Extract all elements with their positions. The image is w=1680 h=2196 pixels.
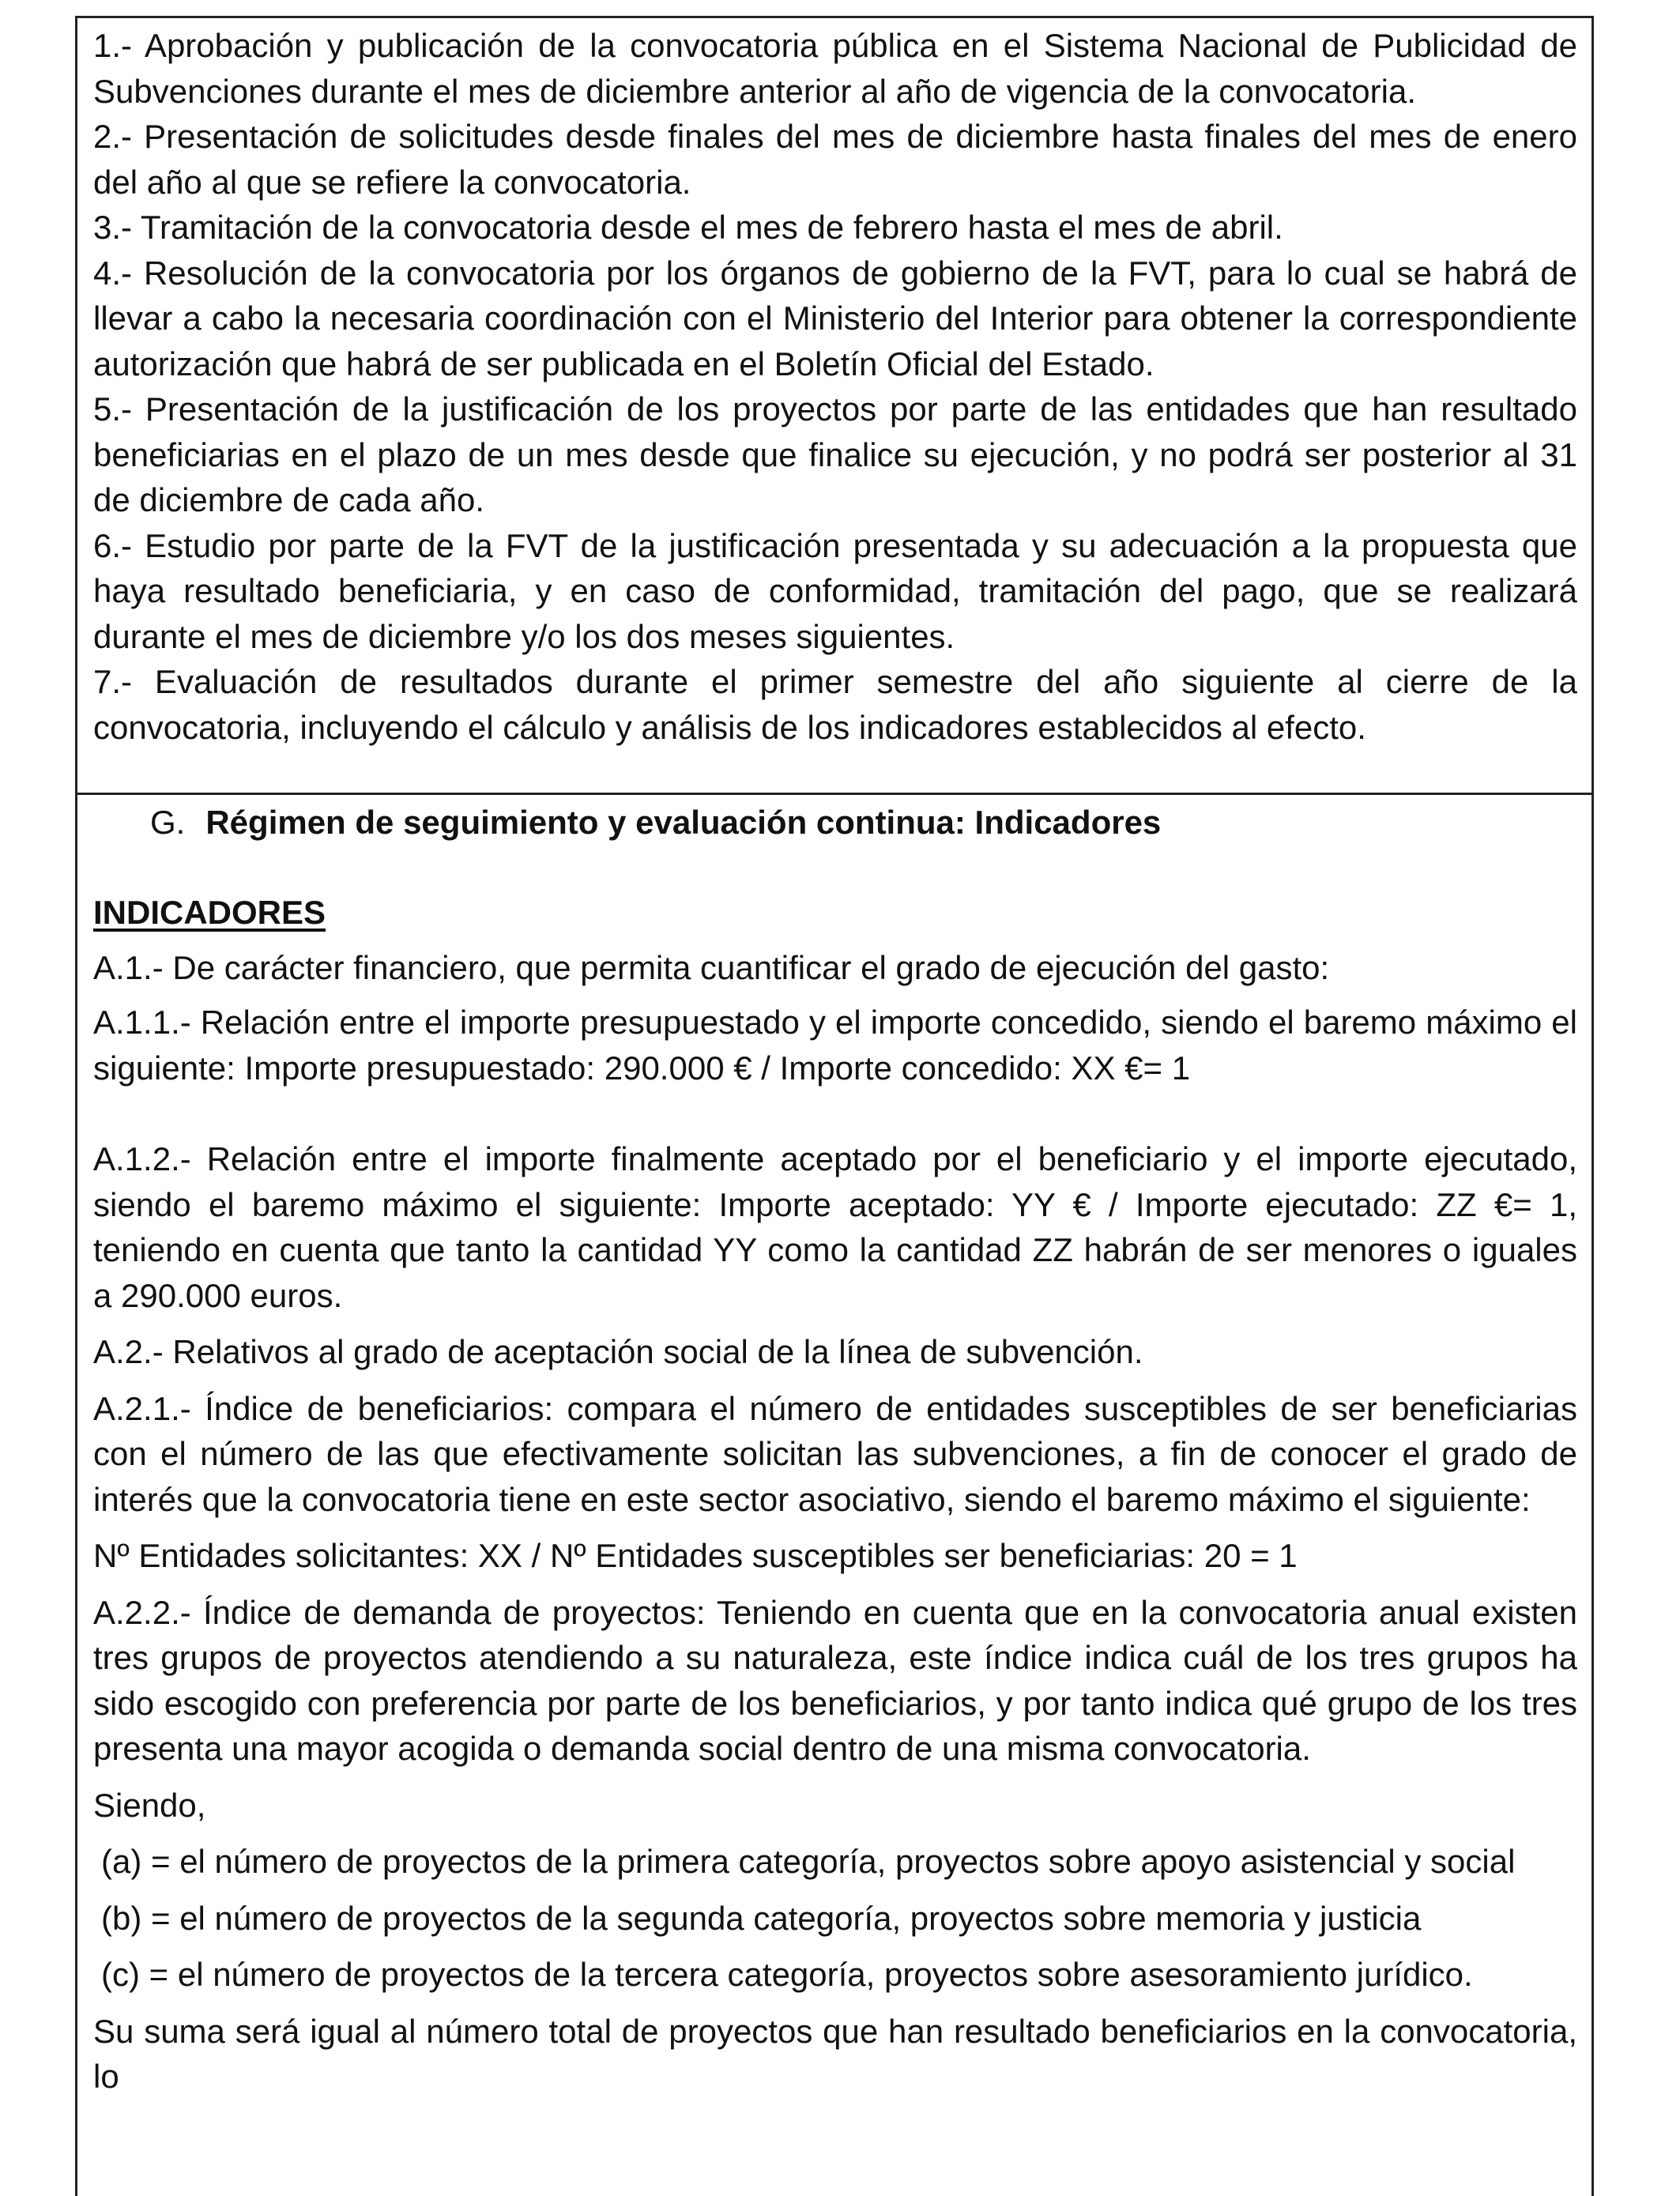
section-heading [93,800,1577,845]
indicator-a22: A.2.2.- Índice de demanda de proyectos: Teniendo en cuenta que en la convocatoria anual existen tres grupos de proyectos atendiendo a su naturaleza, este índice indica cuál de los tres grupos ha sido escogido con preferencia por parte de los beneficiarios, y por tanto indica qué grupo de los tres presenta una mayor acogida o demanda social dentro de una misma convocatoria. [93,1593,1577,1767]
step-2: 2.- Presentación de solicitudes desde finales del mes de diciembre hasta finales del mes de enero del año al que se refiere la convocatoria. [93,118,1577,201]
list-item-c: (c) = el número de proyectos de la tercera categoría, proyectos sobre asesoramiento jurídico. [101,1956,1473,1993]
table-cell-procedure-steps [77,18,1591,795]
step-1: 1.- Aprobación y publicación de la convocatoria pública en el Sistema Nacional de Publicidad de Subvenciones durante el mes de diciembre anterior al año de vigencia de la convocatoria. [93,27,1577,110]
section-letter: G. [150,804,186,841]
table-cell-indicators [77,795,1591,2196]
beneficiaries-formula: Nº Entidades solicitantes: XX / Nº Entidades susceptibles ser beneficiarias: 20 = 1 [93,1537,1298,1574]
indicadores-heading: INDICADORES [93,894,326,931]
indicator-a11: A.1.1.- Relación entre el importe presupuestado y el importe concedido, siendo el baremo máximo el siguiente: Importe presupuestado: 290.000 € / Importe concedido: XX €= 1 [93,1004,1577,1087]
closing-text: Su suma será igual al número total de proyectos que han resultado beneficiarios en la convocatoria, lo [93,2012,1577,2095]
list-item-b: (b) = el número de proyectos de la segunda categoría, proyectos sobre memoria y justicia [101,1899,1422,1937]
siendo-text: Siendo, [93,1786,206,1824]
step-5: 5.- Presentación de la justificación de los proyectos por parte de las entidades que han resultado beneficiarias en el plazo de un mes desde que finalice su ejecución, y no podrá ser posterior al 31 de diciembre de cada año. [93,390,1577,518]
step-7: 7.- Evaluación de resultados durante el primer semestre del año siguiente al cierre de la convocatoria, incluyendo el cálculo y análisis de los indicadores establecidos al efecto. [93,663,1577,746]
step-6: 6.- Estudio por parte de la FVT de la justificación presentada y su adecuación a la propuesta que haya resultado beneficiaria, y en caso de conformidad, tramitación del pago, que se realizará durante el mes de diciembre y/o los dos meses siguientes. [93,526,1577,655]
indicator-a12: A.1.2.- Relación entre el importe finalmente aceptado por el beneficiario y el importe ejecutado, siendo el baremo máximo el siguiente: Importe aceptado: YY € / Importe ejecutado: ZZ €= 1, teniendo en cuenta que tanto la cantidad YY como la cantidad ZZ habrán de ser menores o iguales a 290.000 euros. [93,1140,1577,1314]
indicator-a21: A.2.1.- Índice de beneficiarios: compara el número de entidades susceptibles de ser beneficiarias con el número de las que efectivamente solicitan las subvenciones, a fin de conocer el grado de interés que la convocatoria tiene en este sector asociativo, siendo el baremo máximo el siguiente: [93,1389,1577,1518]
list-item-a: (a) = el número de proyectos de la primera categoría, proyectos sobre apoyo asistencial y social [101,1843,1516,1880]
content-table [75,16,1594,2196]
step-3: 3.- Tramitación de la convocatoria desde el mes de febrero hasta el mes de abril. [93,209,1283,246]
section-title: Régimen de seguimiento y evaluación continua: Indicadores [205,804,1162,841]
indicator-a1: A.1.- De carácter financiero, que permita cuantificar el grado de ejecución del gasto: [93,948,1330,986]
step-4: 4.- Resolución de la convocatoria por los órganos de gobierno de la FVT, para lo cual se habrá de llevar a cabo la necesaria coordinación con el Ministerio del Interior para obtener la correspondiente autorización que habrá de ser publicada en el Boletín Oficial del Estado. [93,254,1577,382]
indicator-a2: A.2.- Relativos al grado de aceptación social de la línea de subvención. [93,1333,1143,1370]
